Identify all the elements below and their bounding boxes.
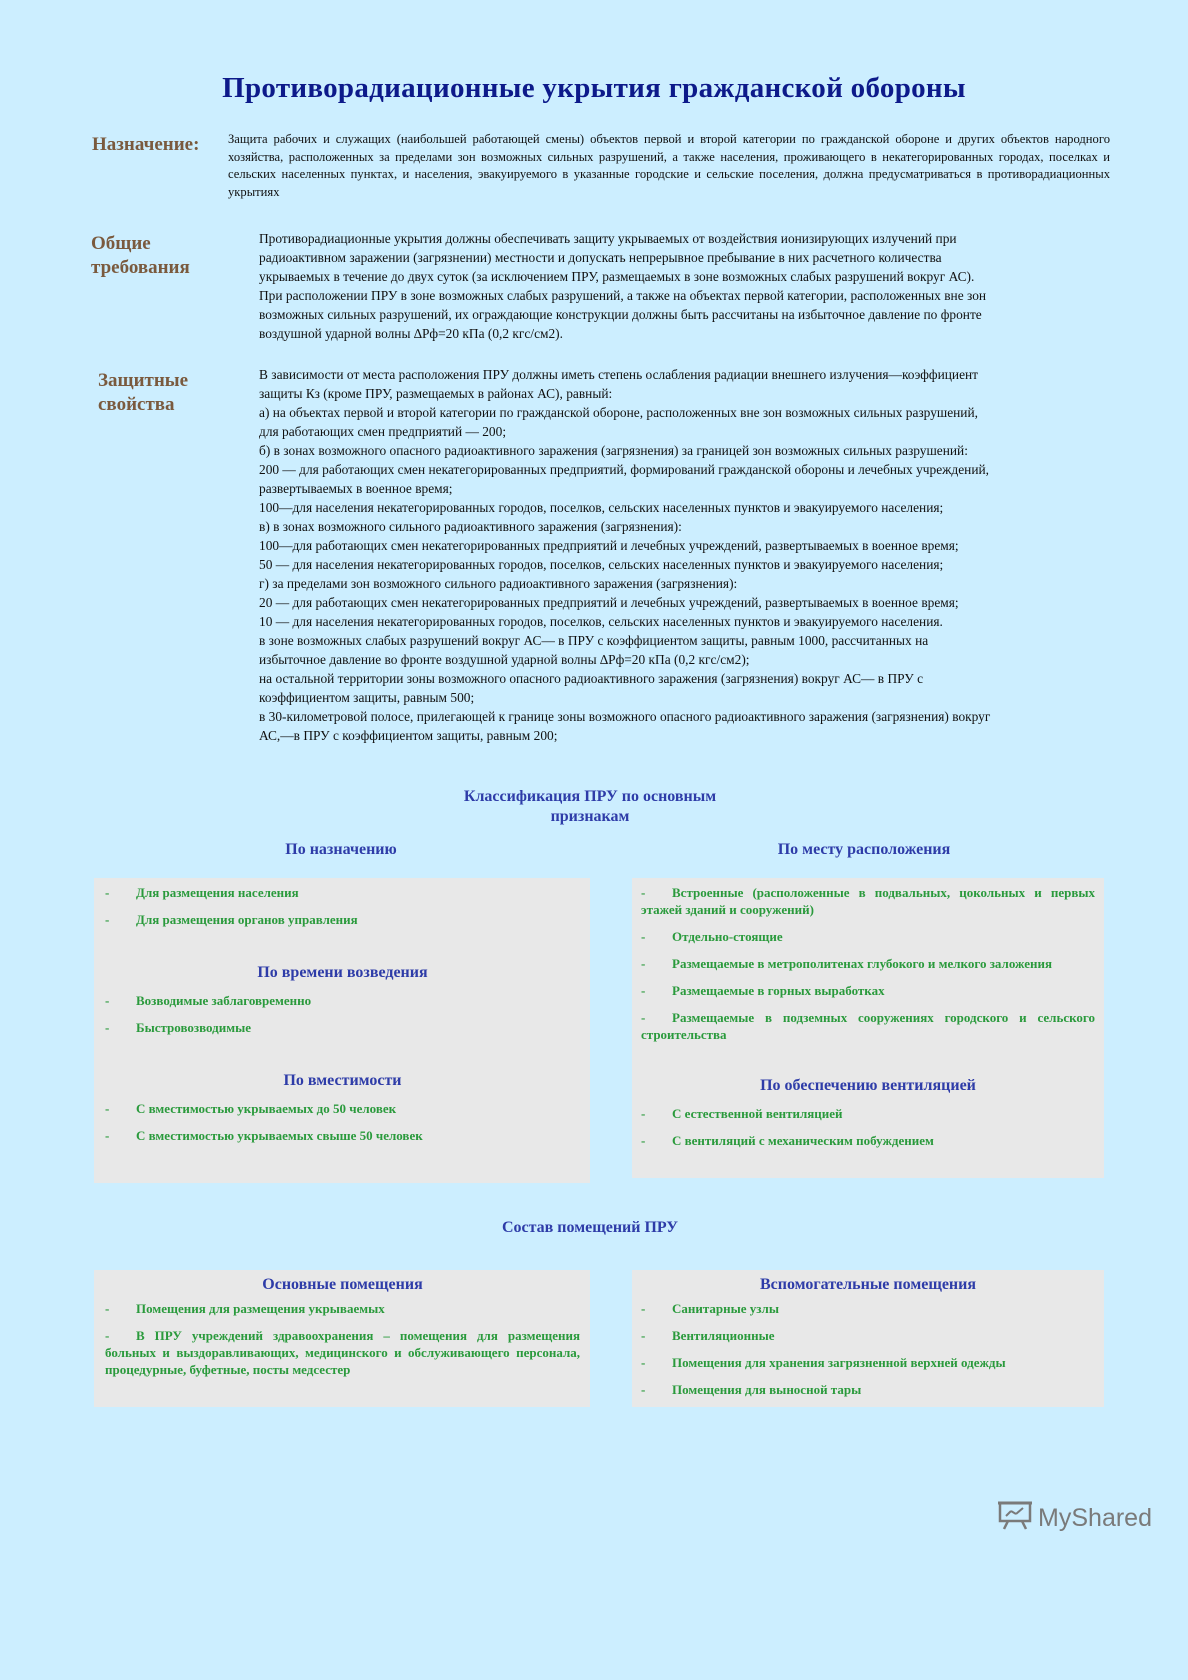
text-line: 200 — для работающих смен некатегорированных предприятий, формирований гражданской обороны и лечебных учреждений, [259, 462, 990, 477]
text-line: в) в зонах возможного сильного радиоактивного заражения (загрязнения): [259, 519, 682, 534]
by-location-list [641, 884, 1095, 1043]
list-item: - Размещаемые в метрополитенах глубокого и мелкого заложения [641, 956, 1053, 971]
list-item: - С вентиляций с механическим побуждением [641, 1133, 934, 1148]
list-item: - Отдельно-стоящие [641, 929, 783, 944]
by-capacity-list [105, 1100, 580, 1144]
list-item: - С вместимостью укрываемых свыше 50 человек [105, 1128, 423, 1143]
text-line: 100—для работающих смен некатегорированных предприятий и лечебных учреждений, развертываемых в военное время; [259, 538, 959, 553]
requirements-label [91, 232, 190, 280]
text-line: Противорадиационные укрытия должны обеспечивать защиту укрываемых от воздействия ионизирующих излучений при [259, 231, 957, 246]
text-line: 50 — для населения некатегорированных городов, поселков, сельских населенных пунктов и эвакуируемого населения; [259, 557, 944, 572]
page-title: Противорадиационные укрытия гражданской обороны [222, 72, 966, 104]
myshared-logo [998, 1500, 1152, 1537]
main-rooms-heading: Основные помещения [262, 1276, 423, 1293]
list-item: - Размещаемые в подземных сооружениях городского и сельского строительства [641, 1010, 1095, 1042]
by-ventilation-heading: По обеспечению вентиляцией [760, 1077, 976, 1094]
auxiliary-rooms-list [641, 1300, 1095, 1398]
classification-heading-line1: Классификация ПРУ по основным [463, 788, 717, 805]
requirements-label-line2: требования [91, 257, 190, 278]
text-line: защиты Кз (кроме ПРУ, размещаемых в районах АС), равный: [259, 386, 613, 401]
main-rooms-panel [94, 1270, 590, 1407]
list-item: - Санитарные узлы [641, 1301, 779, 1316]
list-item: - Встроенные (расположенные в подвальных, цокольных и первых этажей зданий и сооружений) [641, 885, 1095, 917]
text-line: 20 — для работающих смен некатегорированных предприятий и лечебных учреждений, развертываемых в военное время; [259, 595, 959, 610]
list-item: - Помещения для выносной тары [641, 1382, 862, 1397]
text-line: возможных сильных разрушений, их ограждающие конструкции должны быть рассчитаны на избыточное давление по фронте [259, 307, 982, 322]
text-line: В зависимости от места расположения ПРУ должны иметь степень ослабления радиации внешнего излучения—коэффициент [259, 367, 979, 382]
requirements-label-line1: Общие [91, 233, 151, 254]
by-purpose-list [105, 884, 580, 928]
list-item: - Возводимые заблаговременно [105, 993, 312, 1008]
by-capacity-heading: По вместимости [283, 1072, 402, 1089]
auxiliary-rooms-panel [632, 1270, 1104, 1407]
text-line: укрываемых в течение до двух суток (за исключением ПРУ, размещаемых в зоне возможных слабых разрушений вокруг АС). [259, 269, 975, 284]
text-line: в 30-километровой полосе, прилегающей к границе зоны возможного опасного радиоактивного заражения (загрязнения) вокруг [259, 709, 991, 724]
text-line: а) на объектах первой и второй категории по гражданской обороне, расположенных вне зон возможных сильных разрушений, [259, 405, 978, 420]
requirements-text [259, 229, 1139, 343]
list-item: - Размещаемые в горных выработках [641, 983, 885, 998]
purpose-label: Назначение: [92, 134, 200, 155]
list-item: - Для размещения населения [105, 885, 299, 900]
text-line: АС,—в ПРУ с коэффициентом защиты, равным 200; [259, 728, 558, 743]
text-line: г) за пределами зон возможного сильного радиоактивного заражения (загрязнения): [259, 576, 738, 591]
by-ventilation-list [641, 1105, 1095, 1149]
rooms-heading: Состав помещений ПРУ [501, 1219, 679, 1236]
text-line: радиоактивном заражении (загрязнении) местности и допускать непрерывное пребывание в них расчетного количества [259, 250, 942, 265]
by-build-time-list [105, 992, 580, 1036]
by-purpose-heading: По назначению [285, 841, 397, 858]
text-line: 100—для населения некатегорированных городов, поселков, сельских населенных пунктов и эвакуируемого населения; [259, 500, 944, 515]
text-line: для работающих смен предприятий — 200; [259, 424, 507, 439]
protection-label-line1: Защитные [98, 370, 189, 391]
main-rooms-list [105, 1300, 580, 1378]
list-item: - Помещения для хранения загрязненной верхней одежды [641, 1355, 1006, 1370]
by-location-heading: По месту расположения [777, 841, 951, 858]
text-line: коэффициентом защиты, равным 500; [259, 690, 475, 705]
list-item: - Вентиляционные [641, 1328, 775, 1343]
text-line: воздушной ударной волны ∆Рф=20 кПа (0,2 кгс/см2). [259, 326, 563, 341]
presentation-board-icon [998, 1500, 1032, 1537]
text-line: При расположении ПРУ в зоне возможных слабых разрушений, а также на объектах первой категории, расположенных вне зон [259, 288, 987, 303]
list-item: - В ПРУ учреждений здравоохранения – помещения для размещения больных и выздоравливающих, медицинского и обслуживающего персонала, процедурные, буфетные, посты медсестер [105, 1328, 580, 1377]
logo-text: MyShared [1038, 1504, 1152, 1532]
text-line: развертываемых в военное время; [259, 481, 453, 496]
purpose-text: Защита рабочих и служащих (наибольшей работающей смены) объектов первой и второй категории по гражданской обороне и других объектов народного хозяйства, расположенных за пределами зон возможных сильных разрушений, а также населения, проживающего в некатегорированных городах, поселках и сельских населенных пунктах, и населения, эвакуируемого в указанные городские и сельские поселения, должна предусматриваться в противорадиационных укрытиях [228, 132, 1110, 199]
protection-label [98, 369, 188, 417]
list-item: - Быстровозводимые [105, 1020, 252, 1035]
list-item: - Помещения для размещения укрываемых [105, 1301, 385, 1316]
text-line: избыточное давление во фронте воздушной ударной волны ∆Рф=20 кПа (0,2 кгс/см2); [259, 652, 750, 667]
list-item: - Для размещения органов управления [105, 912, 358, 927]
classification-heading [380, 787, 800, 827]
list-item: - С вместимостью укрываемых до 50 человек [105, 1101, 397, 1116]
text-line: в зоне возможных слабых разрушений вокруг АС— в ПРУ с коэффициентом защиты, равным 1000, рассчитанных на [259, 633, 929, 648]
auxiliary-rooms-heading: Вспомогательные помещения [759, 1276, 977, 1293]
protection-label-line2: свойства [98, 394, 175, 415]
protection-text [259, 365, 1139, 745]
by-build-time-heading: По времени возведения [257, 964, 428, 981]
text-line: 10 — для населения некатегорированных городов, поселков, сельских населенных пунктов и эвакуируемого населения. [259, 614, 943, 629]
list-item: - С естественной вентиляцией [641, 1106, 843, 1121]
classification-right-panel [632, 878, 1104, 1178]
text-line: на остальной территории зоны возможного опасного радиоактивного заражения (загрязнения) вокруг АС— в ПРУ с [259, 671, 924, 686]
classification-left-panel [94, 878, 590, 1183]
text-line: б) в зонах возможного опасного радиоактивного заражения (загрязнения) за границей зон возможных сильных разрушений: [259, 443, 968, 458]
classification-heading-line2: признакам [550, 808, 630, 825]
